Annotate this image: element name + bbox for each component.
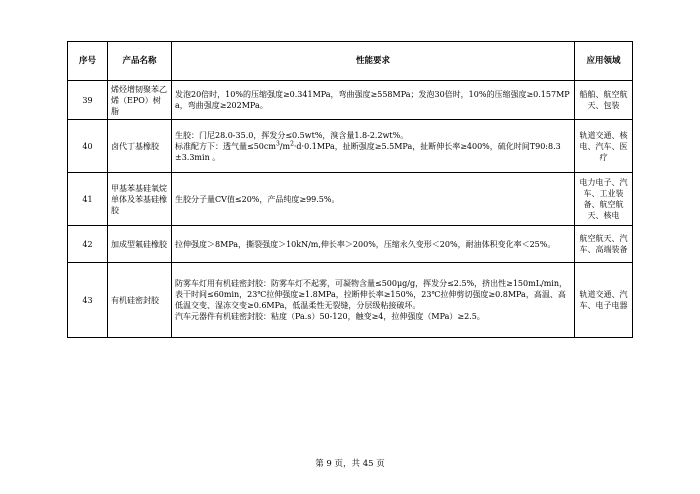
perf-line: 拉伸强度＞8MPa，撕裂强度＞10kN/m,伸长率＞200%，压缩永久变形＜20%，耐油体积变化率＜25%。 (175, 239, 556, 249)
row-perf (172, 173, 575, 226)
row-name: 加成型氟硅橡胶 (108, 226, 172, 263)
header-name: 产品名称 (108, 42, 172, 81)
header-no: 序号 (68, 42, 108, 81)
row-no: 40 (68, 120, 108, 173)
row-perf (172, 226, 575, 263)
row-name: 甲基苯基硅氧烷单体及苯基硅橡胶 (108, 173, 172, 226)
row-name: 烯烃增韧聚苯乙烯（EPO）树脂 (108, 81, 172, 120)
row-perf (172, 263, 575, 338)
row-field: 电力电子、汽车、工业装备、航空航天、核电 (575, 173, 633, 226)
row-field: 轨道交通、汽车、电子电器 (575, 263, 633, 338)
row-field: 轨道交通、核电、汽车、医疗 (575, 120, 633, 173)
row-name: 卤代丁基橡胶 (108, 120, 172, 173)
perf-line: 防雾车灯用有机硅密封胶：防雾车灯不起雾，可凝物含量≤500μg/g，挥发分≤2.5%，挤出性≥150mL/min，表干时间≤60min，23℃拉伸强度≥1.8MPa，拉断伸长率≥150%，23℃拉伸剪切强度≥0.8MPa，高温、高低温交变、湿冻交变≥0.6MPa，低温柔性无裂缝，分层级粘接破坏。 (175, 279, 567, 310)
row-no: 42 (68, 226, 108, 263)
spec-table (67, 41, 633, 338)
table-row (68, 81, 633, 120)
row-perf (172, 120, 575, 173)
page-footer: 第 9 页，共 45 页 (315, 459, 385, 469)
table-header-row (68, 42, 633, 81)
perf-line: 生胶分子量CV值≤20%，产品纯度≥99.5%。 (175, 194, 340, 204)
perf-line: 发泡20倍时，10%的压缩强度≥0.341MPa，弯曲强度≥558MPa；发泡30倍时，10%的压缩强度≥0.157MPa，弯曲强度≥202MPa。 (175, 90, 570, 110)
row-no: 43 (68, 263, 108, 338)
header-perf: 性能要求 (172, 42, 575, 81)
row-no: 39 (68, 81, 108, 120)
table-row (68, 226, 633, 263)
row-no: 41 (68, 173, 108, 226)
perf-line: 标准配方下：透气量$\le 50cm^3/m^2\cdot d\cdot 0.1MPa$，扯断强度≥5.5MPa，扯断伸长率≥400%，硫化时间T90:8.3±3.3min 。 (175, 139, 561, 162)
table-row (68, 120, 633, 173)
table-row (68, 263, 633, 338)
header-field: 应用领域 (575, 42, 633, 81)
row-perf (172, 81, 575, 120)
row-field: 船舶、航空航天、包装 (575, 81, 633, 120)
table-row (68, 173, 633, 226)
perf-line: 生胶：门尼28.0-35.0，挥发分≤0.5wt%，溴含量1.8-2.2wt%。 (175, 130, 409, 140)
row-name: 有机硅密封胶 (108, 263, 172, 338)
perf-line: 汽车元器件有机硅密封胶：粘度（Pa.s）50-120，触变≥4，拉伸强度（MPa）≥2.5。 (175, 312, 485, 321)
row-field: 航空航天、汽车、高端装备 (575, 226, 633, 263)
